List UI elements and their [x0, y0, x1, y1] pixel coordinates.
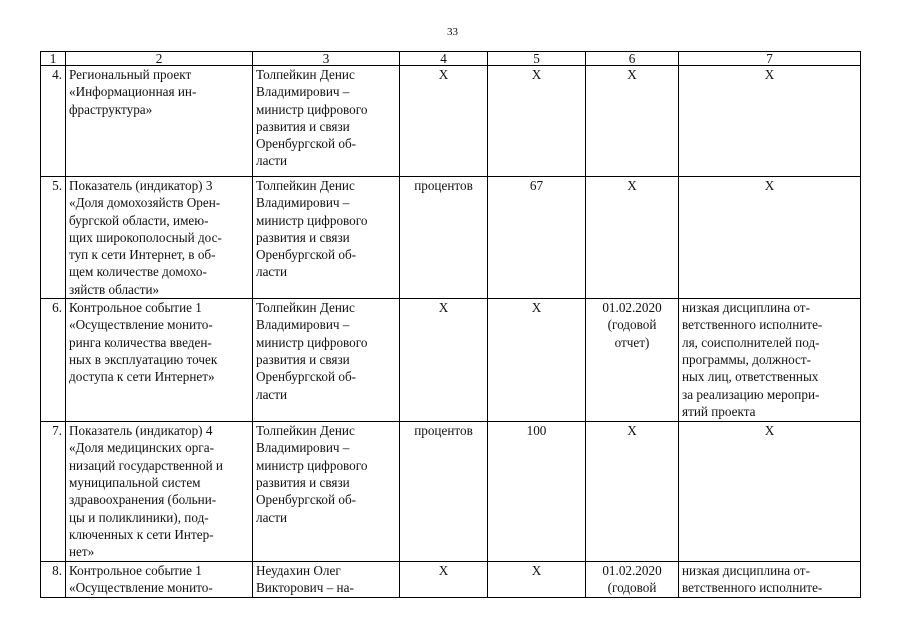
row-value: Х: [531, 300, 542, 316]
row-risk: низкая дисциплина от- ветственного исполните- ля, соисполнителей под- программы, должност- ных лиц, ответственных за реализацию меропри- ятий проекта: [682, 300, 823, 419]
row-responsible: Толпейкин Денис Владимирович – министр цифрового развития и связи Оренбургской об- ласти: [256, 300, 368, 402]
row-name: Показатель (индикатор) 3 «Доля домохозяйств Орен- бургской области, имею- щих широкополосный дос- туп к сети Интернет, в об- щем количестве домохо- зяйств области»: [69, 178, 222, 297]
row-responsible: Толпейкин Денис Владимирович – министр цифрового развития и связи Оренбургской об- ласти: [256, 178, 368, 280]
row-number: 8.: [41, 562, 66, 598]
row-number: 6.: [41, 299, 66, 422]
row-risk: Х: [764, 67, 775, 82]
row-number: 4.: [41, 66, 66, 177]
row-responsible: Неудахин Олег Викторович – на-: [256, 563, 354, 596]
row-value: Х: [531, 67, 542, 82]
row-number: 5.: [41, 177, 66, 299]
row-unit: процентов: [414, 178, 473, 193]
row-unit: Х: [438, 67, 449, 82]
measures-table: [40, 51, 861, 598]
table-row: [41, 422, 861, 562]
row-value: 67: [529, 178, 544, 193]
table-row: [41, 66, 861, 177]
col-header-4: 4: [400, 52, 488, 66]
row-deadline: 01.02.2020 (годовой: [602, 563, 662, 596]
row-deadline: Х: [627, 423, 637, 439]
row-risk: Х: [764, 178, 775, 193]
row-value: Х: [531, 563, 542, 579]
row-value: 100: [526, 423, 547, 439]
table-row: [41, 177, 861, 299]
row-responsible: Толпейкин Денис Владимирович – министр цифрового развития и связи Оренбургской об- ласти: [256, 67, 368, 169]
row-unit: процентов: [414, 423, 473, 439]
table-row: [41, 562, 861, 598]
row-risk: Х: [764, 423, 775, 439]
row-responsible: Толпейкин Денис Владимирович – министр цифрового развития и связи Оренбургской об- ласти: [256, 423, 368, 525]
row-unit: Х: [438, 563, 449, 579]
row-number: 7.: [41, 422, 66, 562]
page-number: 33: [447, 26, 458, 38]
row-name: Региональный проект «Информационная ин- фраструктура»: [69, 67, 197, 117]
row-unit: Х: [438, 300, 449, 316]
row-deadline: 01.02.2020 (годовой отчет): [602, 300, 662, 350]
row-deadline: Х: [627, 178, 637, 193]
row-name: Показатель (индикатор) 4 «Доля медицинских орга- низаций государственной и муниципальной систем здравоохранения (больни- цы и поликлиники), под- ключенных к сети Интер- нет»: [69, 423, 223, 560]
col-header-2: 2: [66, 52, 253, 66]
row-name: Контрольное событие 1 «Осуществление монито-: [69, 563, 213, 596]
row-deadline: Х: [627, 67, 637, 82]
col-header-1: 1: [41, 52, 66, 66]
row-name: Контрольное событие 1 «Осуществление монито- ринга количества введен- ных в эксплуатацию точек доступа к сети Интернет»: [69, 300, 218, 385]
col-header-5: 5: [488, 52, 586, 66]
col-header-3: 3: [253, 52, 400, 66]
col-header-6: 6: [586, 52, 679, 66]
header-row: [41, 52, 861, 66]
row-risk: низкая дисциплина от- ветственного исполните-: [682, 563, 823, 596]
table-row: [41, 299, 861, 422]
col-header-7: 7: [679, 52, 861, 66]
